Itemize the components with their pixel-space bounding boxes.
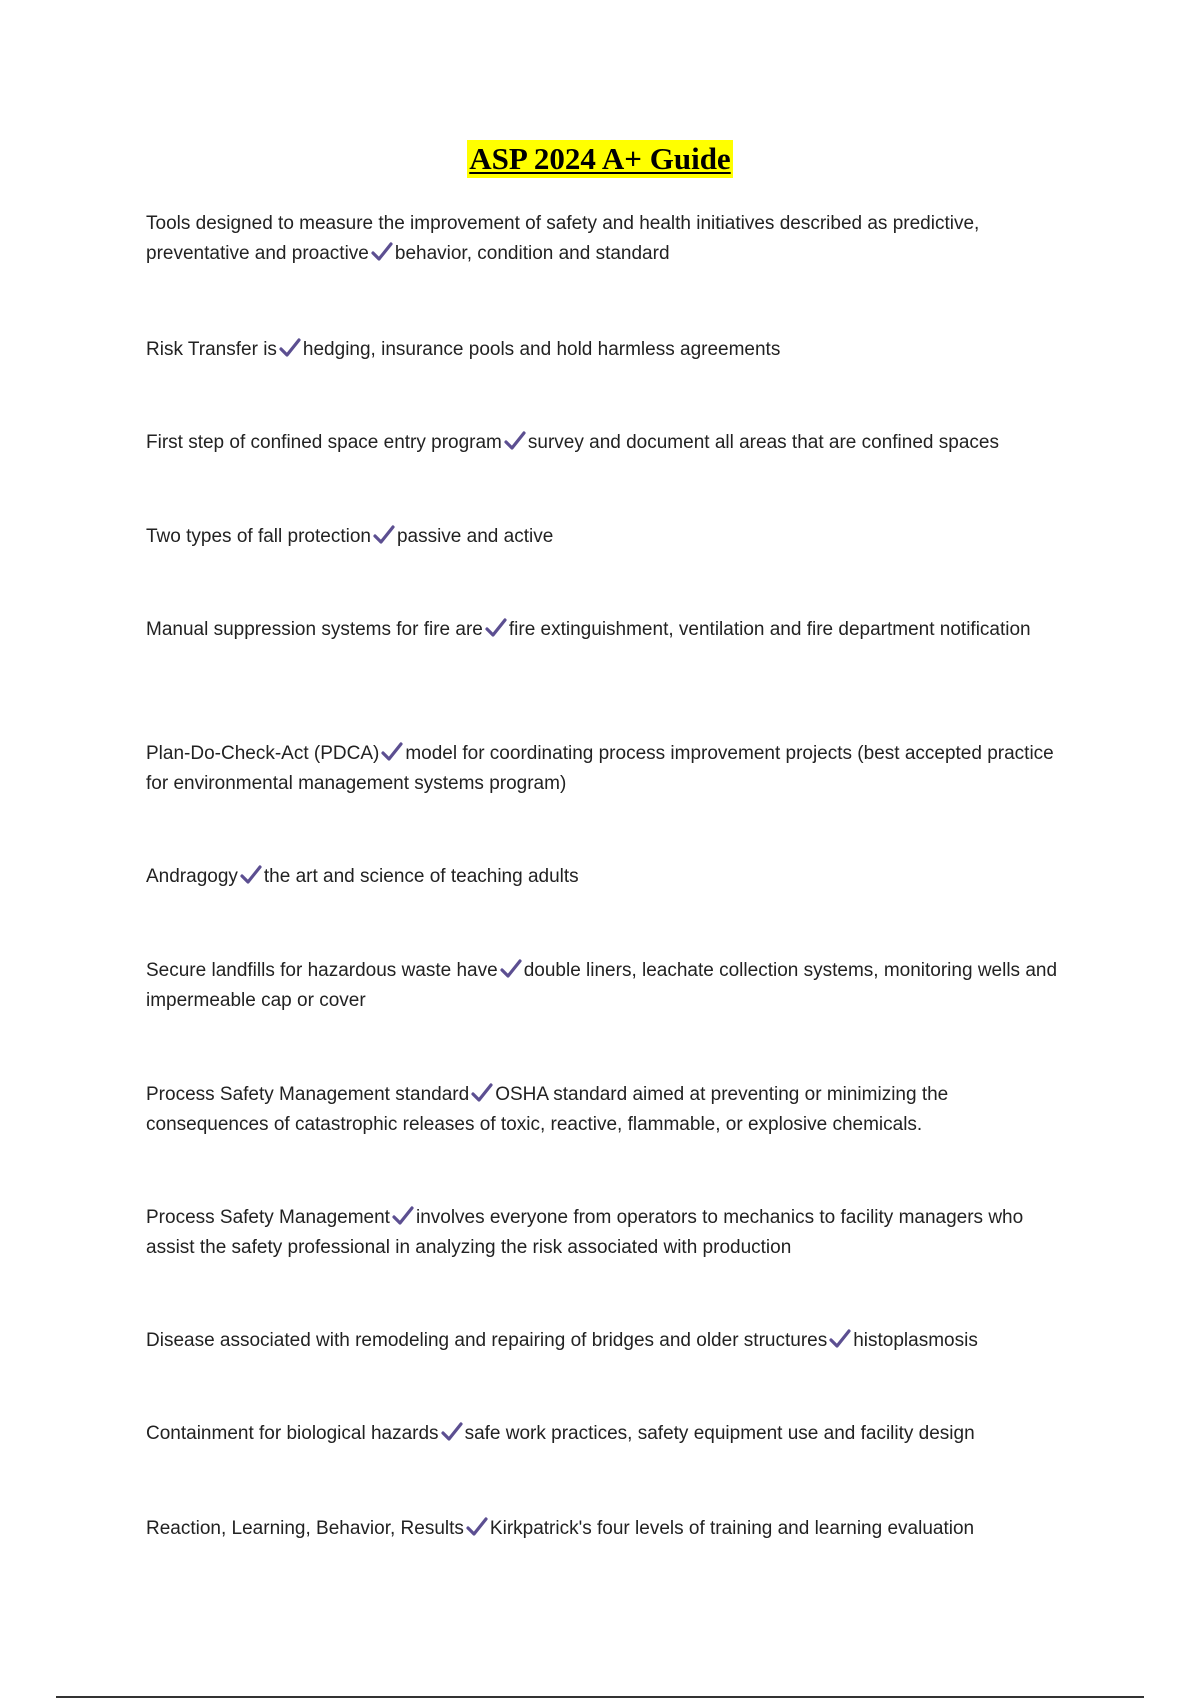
entry-term: Plan-Do-Check-Act (PDCA) bbox=[146, 743, 380, 764]
entry-answer: passive and active bbox=[396, 526, 554, 547]
flashcard-entry bbox=[146, 615, 1066, 645]
entry-answer: fire extinguishment, ventilation and fire department notification bbox=[508, 619, 1031, 640]
entry-term: Manual suppression systems for fire are bbox=[146, 619, 483, 640]
check-mark-icon bbox=[471, 1083, 493, 1103]
entry-term: First step of confined space entry program bbox=[146, 432, 502, 453]
entry-answer: behavior, condition and standard bbox=[394, 243, 670, 264]
flashcard-entry bbox=[146, 739, 1066, 799]
entry-term: Tools designed to measure the improvement of safety and health initiatives described as predictive, preventative and proactive bbox=[146, 213, 980, 264]
entry-answer: the art and science of teaching adults bbox=[263, 866, 579, 887]
entry-answer: Kirkpatrick's four levels of training and learning evaluation bbox=[489, 1518, 975, 1539]
flashcard-entry bbox=[146, 428, 1066, 458]
entry-answer: survey and document all areas that are confined spaces bbox=[527, 432, 999, 453]
check-mark-icon bbox=[240, 865, 262, 885]
entry-answer: OSHA standard aimed at preventing or minimizing the consequences of catastrophic releases of toxic, reactive, flammable, or explosive chemicals. bbox=[146, 1084, 949, 1135]
check-mark-icon bbox=[500, 959, 522, 979]
entry-answer: double liners, leachate collection systems, monitoring wells and impermeable cap or cover bbox=[146, 960, 1058, 1011]
entry-term: Disease associated with remodeling and repairing of bridges and older structures bbox=[146, 1330, 828, 1351]
entry-answer: involves everyone from operators to mechanics to facility managers who assist the safety professional in analyzing the risk associated with production bbox=[146, 1207, 1024, 1258]
flashcard-entry bbox=[146, 862, 1066, 892]
entry-answer: histoplasmosis bbox=[853, 1330, 978, 1351]
entry-term: Secure landfills for hazardous waste have bbox=[146, 960, 498, 981]
check-mark-icon bbox=[392, 1206, 414, 1226]
entry-term: Andragogy bbox=[146, 866, 238, 887]
entry-answer: safe work practices, safety equipment use and facility design bbox=[464, 1423, 975, 1444]
check-mark-icon bbox=[466, 1517, 488, 1537]
entry-term: Containment for biological hazards bbox=[146, 1423, 439, 1444]
check-mark-icon bbox=[829, 1329, 851, 1349]
title-container bbox=[0, 140, 1200, 178]
flashcard-entry bbox=[146, 209, 1066, 269]
entry-term: Process Safety Management standard bbox=[146, 1084, 470, 1105]
entry-term: Two types of fall protection bbox=[146, 526, 371, 547]
entry-term: Risk Transfer is bbox=[146, 339, 277, 360]
entry-answer: hedging, insurance pools and hold harmless agreements bbox=[302, 339, 781, 360]
flashcard-entry bbox=[146, 1080, 1066, 1140]
check-mark-icon bbox=[504, 431, 526, 451]
check-mark-icon bbox=[381, 742, 403, 762]
flashcard-entry bbox=[146, 335, 1066, 365]
check-mark-icon bbox=[373, 525, 395, 545]
entry-term: Reaction, Learning, Behavior, Results bbox=[146, 1518, 464, 1539]
footer-divider bbox=[56, 1696, 1144, 1698]
flashcard-entry bbox=[146, 1326, 1066, 1356]
check-mark-icon bbox=[485, 618, 507, 638]
flashcard-entry bbox=[146, 522, 1066, 552]
flashcard-entry bbox=[146, 956, 1066, 1016]
check-mark-icon bbox=[371, 242, 393, 262]
entry-term: Process Safety Management bbox=[146, 1207, 390, 1228]
flashcard-entry bbox=[146, 1419, 1066, 1449]
document-title: ASP 2024 A+ Guide bbox=[469, 141, 731, 176]
flashcard-entry bbox=[146, 1203, 1066, 1263]
check-mark-icon bbox=[279, 338, 301, 358]
flashcard-entry bbox=[146, 1514, 1066, 1544]
entry-answer: model for coordinating process improvement projects (best accepted practice for environmental management systems program) bbox=[146, 743, 1054, 794]
check-mark-icon bbox=[441, 1422, 463, 1442]
